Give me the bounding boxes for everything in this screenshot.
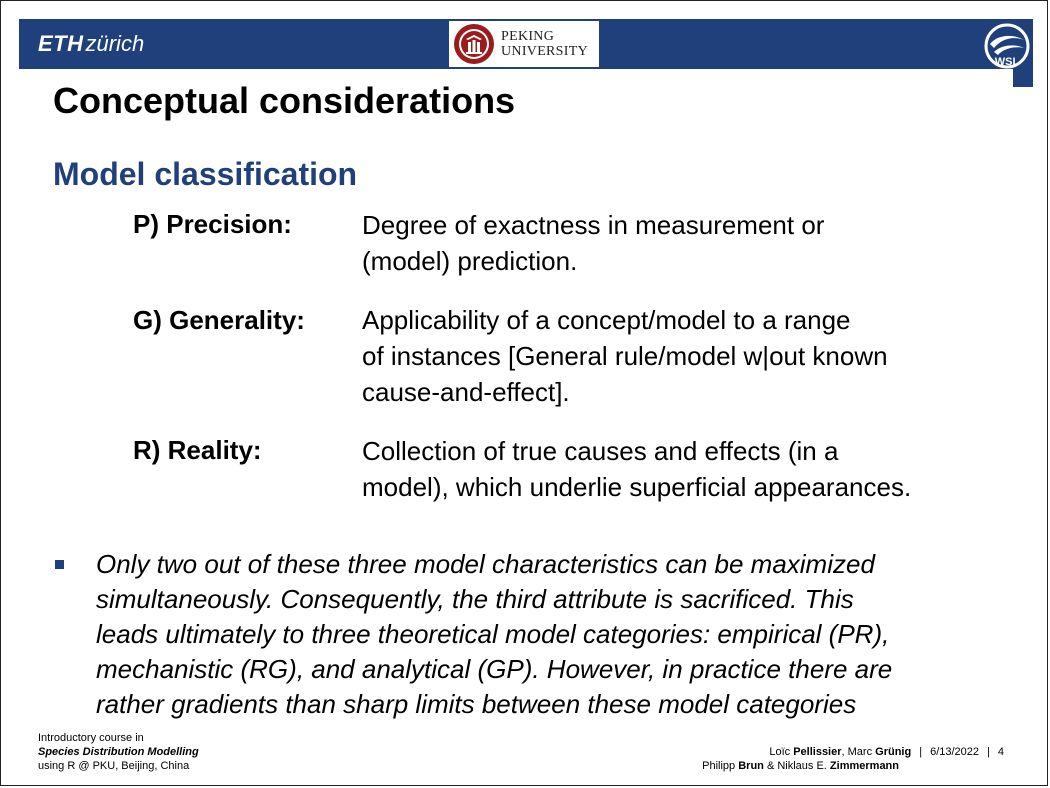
page-title: Conceptual considerations <box>53 80 516 121</box>
footer-authors <box>702 745 1004 773</box>
definition-line: cause-and-effect]. <box>362 377 570 407</box>
eth-logo-italic: zürich <box>85 31 145 56</box>
footer-authors-line-1 <box>702 745 1004 759</box>
pku-wordmark <box>501 29 588 59</box>
page-subtitle: Model classification <box>53 156 358 192</box>
footer-course-name: Species Distribution Modelling <box>38 746 199 758</box>
bullet-square-icon <box>55 560 64 569</box>
definition-precision <box>362 207 824 279</box>
footer-divider: | <box>919 746 923 758</box>
bullet-line: leads ultimately to three theoretical model categories: empirical (PR), <box>96 619 890 649</box>
footer-authors-line-2 <box>702 759 899 773</box>
page-number: 4 <box>997 746 1004 758</box>
pku-line-1: PEKING <box>501 29 555 44</box>
wsl-text: WSL <box>994 56 1020 68</box>
pku-logo <box>449 21 599 67</box>
author-last: Pellissier <box>793 746 842 758</box>
definition-line: Applicability of a concept/model to a range <box>362 305 851 335</box>
footer-line-3: using R @ PKU, Beijing, China <box>38 760 190 772</box>
pku-line-2: UNIVERSITY <box>501 44 588 59</box>
term-reality: R) Reality: <box>133 435 262 465</box>
eth-logo-bold: ETH <box>38 31 84 56</box>
author-last: Brun <box>738 760 764 772</box>
bullet-paragraph <box>96 547 892 722</box>
author-sep: & Niklaus E. <box>763 760 830 772</box>
bullet-line: mechanistic (RG), and analytical (GP). However, in practice there are <box>96 654 893 684</box>
author-last: Grünig <box>875 746 912 758</box>
pku-seal-icon <box>453 23 495 65</box>
author-sep: , Marc <box>841 746 876 758</box>
eth-logo <box>38 33 144 55</box>
bullet-line: rather gradients than sharp limits between these model categories <box>96 689 857 719</box>
author-last: Zimmermann <box>829 760 899 772</box>
term-precision: P) Precision: <box>133 209 292 239</box>
bullet-line: Only two out of these three model characteristics can be maximized <box>96 549 875 579</box>
bullet-line: simultaneously. Consequently, the third attribute is sacrificed. This <box>96 584 854 614</box>
wsl-logo-icon <box>984 22 1030 70</box>
definition-line: of instances [General rule/model w|out known <box>362 341 888 371</box>
definition-line: Collection of true causes and effects (in a <box>362 436 839 466</box>
footer-line-1: Introductory course in <box>38 732 144 744</box>
definition-line: model), which underlie superficial appearances. <box>362 472 912 502</box>
footer-course-info <box>38 731 199 773</box>
definition-line: Degree of exactness in measurement or <box>362 210 825 240</box>
definition-generality <box>362 302 888 410</box>
author-first: Loïc <box>769 746 794 758</box>
author-first: Philipp <box>702 760 739 772</box>
footer-divider: | <box>987 746 990 758</box>
definition-reality <box>362 433 911 505</box>
term-generality: G) Generality: <box>133 305 305 335</box>
definition-line: (model) prediction. <box>362 246 578 276</box>
footer-date: 6/13/2022 <box>930 746 980 758</box>
